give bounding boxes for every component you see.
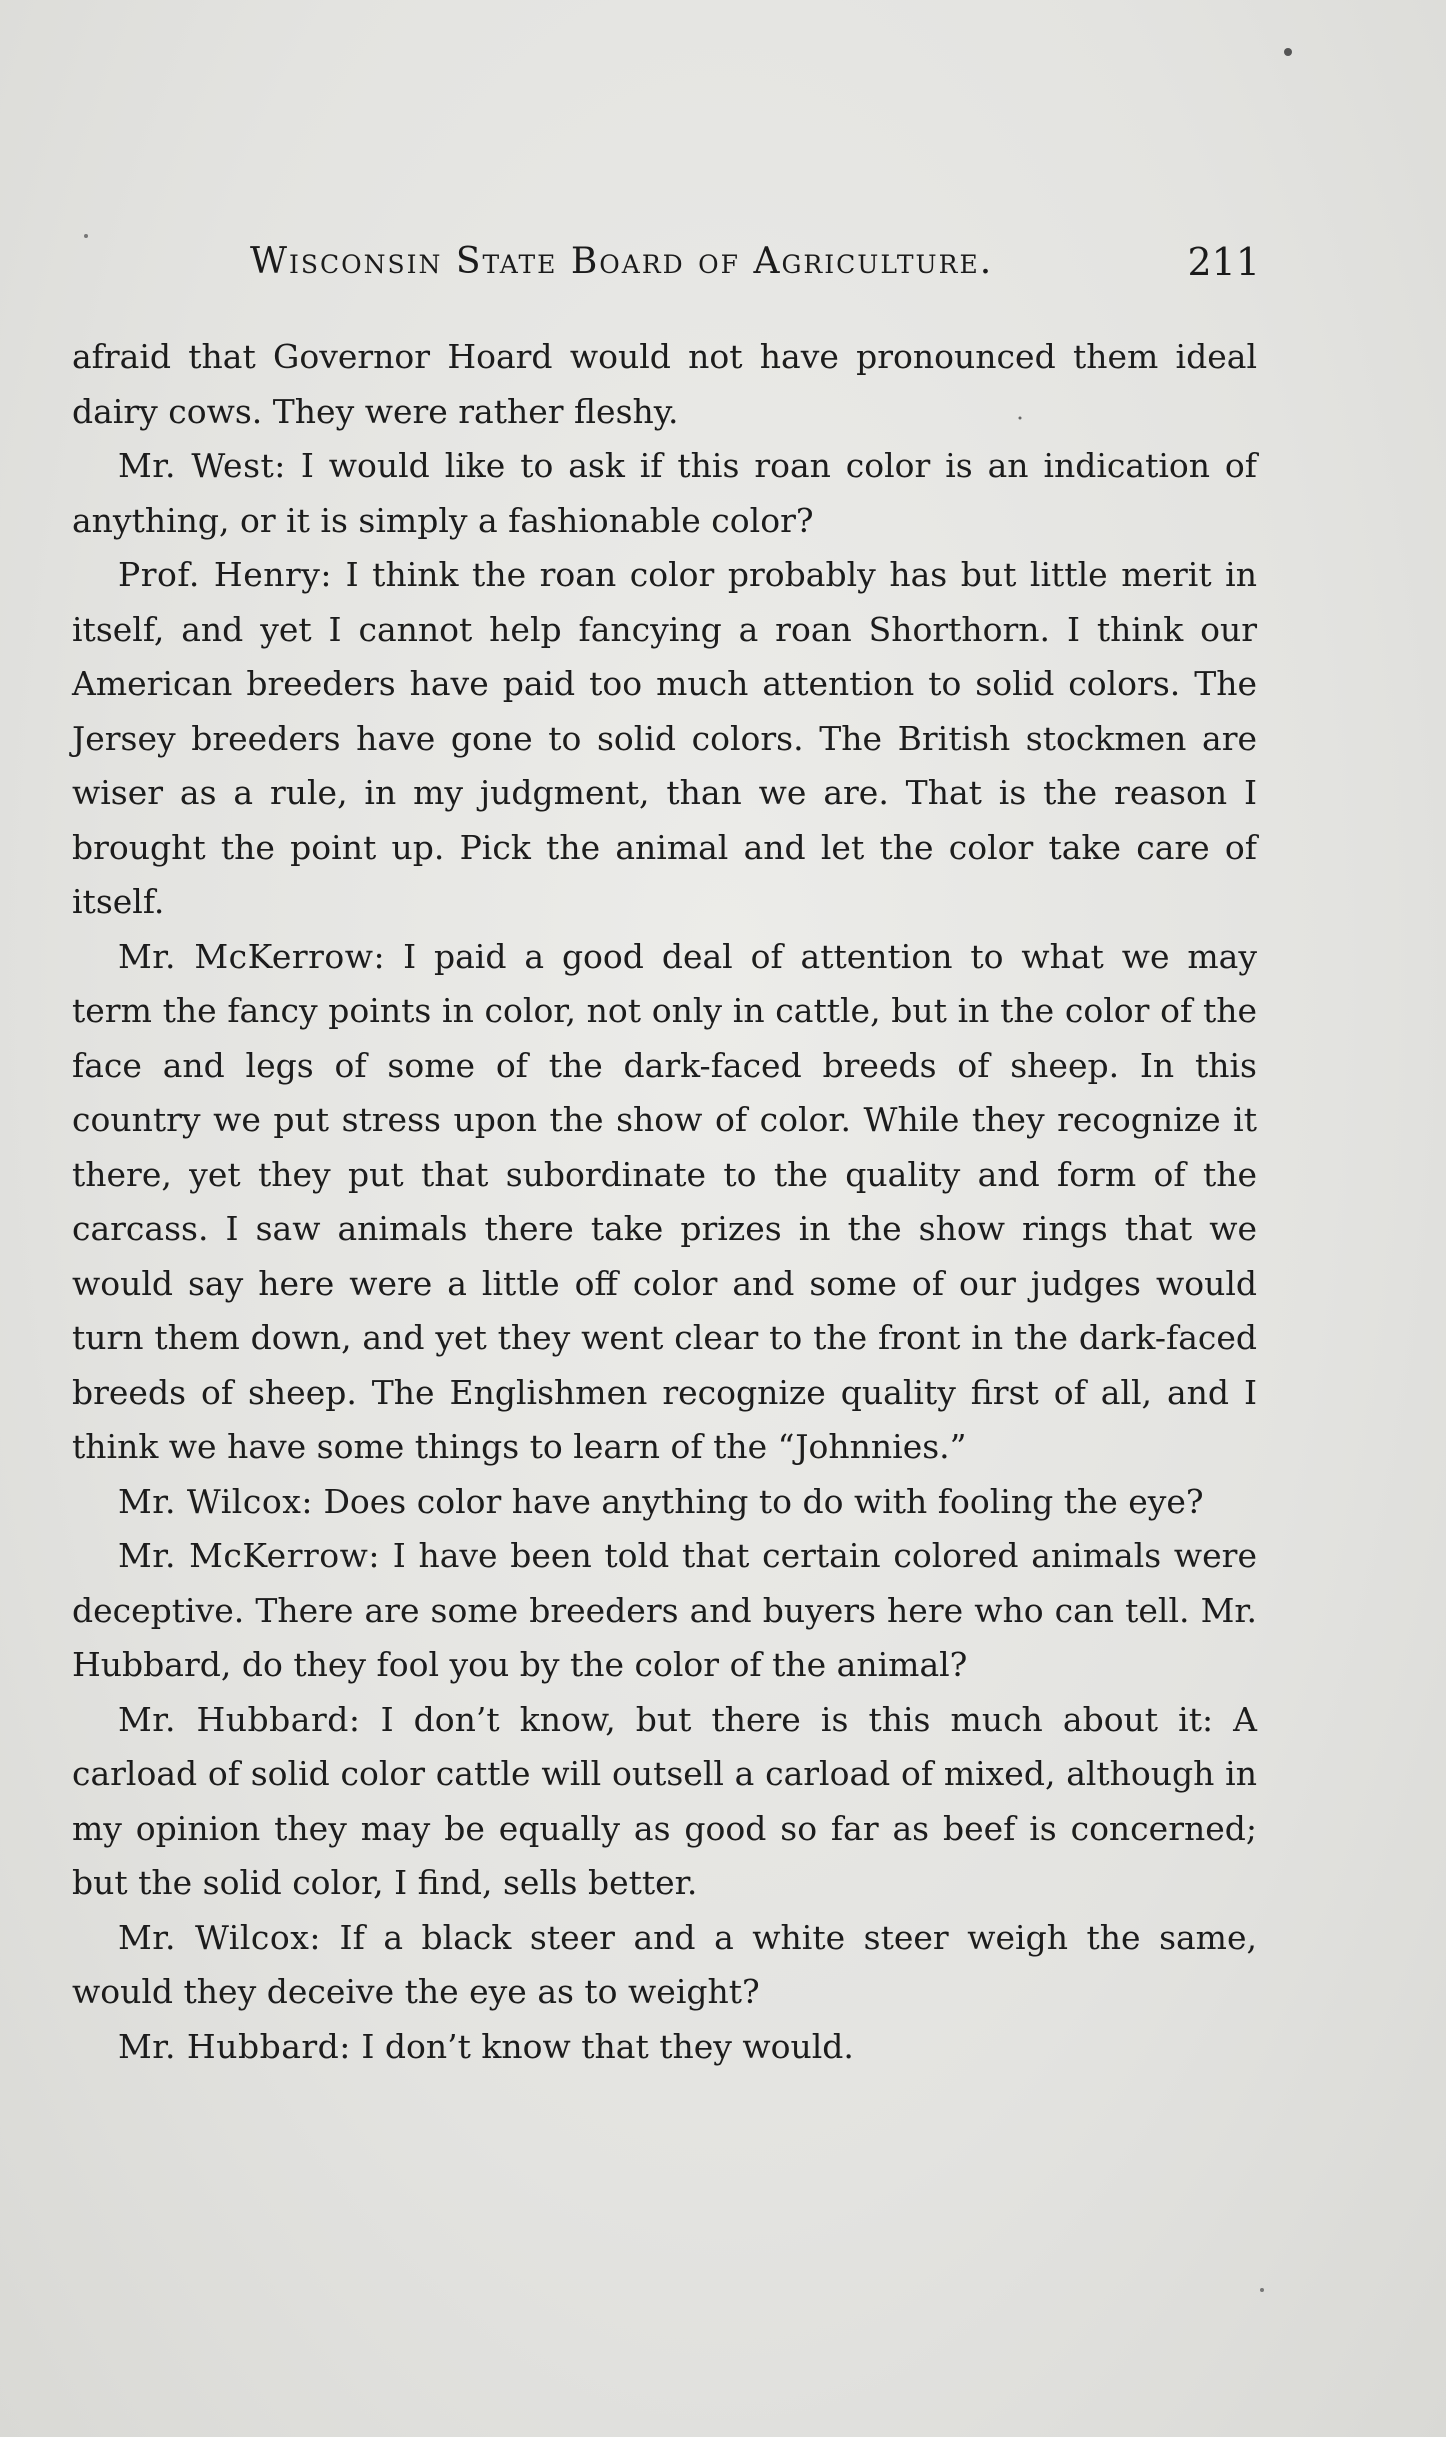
paragraph-text: If a black steer and a white steer weigh the same, would they deceive the eye as to weight?: [72, 1917, 1257, 2011]
paragraph: [72, 2020, 1257, 2075]
paragraph: [72, 548, 1257, 930]
paragraph-text: I have been told that certain colored animals were deceptive. There are some breeders and buyers here who can tell. Mr. Hubbard, do they fool you by the color of the animal?: [72, 1536, 1257, 1684]
speaker-label: Mr. Wilcox:: [118, 1917, 321, 1957]
page-header: [250, 232, 1260, 292]
paragraph-text: I would like to ask if this roan color is an indication of anything, or it is simply a fashionable color?: [72, 446, 1257, 540]
paragraph-text: I don’t know, but there is this much about it: A carload of solid color cattle will outsell a carload of mixed, although in my opinion they may be equally as good so far as beef is concerned; but the solid color, I find, sells better.: [72, 1699, 1257, 1902]
paragraph: [72, 1693, 1257, 1911]
speaker-label: Mr. West:: [118, 446, 286, 485]
paragraph-text: I don’t know that they would.: [361, 2026, 854, 2066]
speaker-label: Mr. Hubbard:: [118, 2026, 351, 2066]
paragraph: [72, 1911, 1257, 2020]
paragraph-text: I paid a good deal of attention to what we may term the fancy points in color, not only in cattle, but in the color of the face and legs of some of the dark-faced breeds of sheep. In this country we put stress upon the show of color. While they recognize it there, yet they put that subordinate to the quality and form of the carcass. I saw animals there take prizes in the show rings that we would say here were a little off color and some of our judges would turn them down, and yet they went clear to the front in the dark-faced breeds of sheep. The Englishmen recognize quality first of all, and I think we have some things to learn of the “Johnnies.”: [72, 936, 1257, 1466]
paragraph-text: I think the roan color probably has but little merit in itself, and yet I cannot help fancying a roan Shorthorn. I think our American breeders have paid too much attention to solid colors. The Jersey breeders have gone to solid colors. The British stockmen are wiser as a rule, in my judgment, than we are. That is the reason I brought the point up. Pick the animal and let the color take care of itself.: [72, 555, 1257, 921]
speaker-label: Prof. Henry:: [118, 555, 333, 594]
body-text: [72, 330, 1257, 2074]
paragraph-text: Does color have anything to do with fooling the eye?: [323, 1481, 1204, 1521]
speaker-label: Mr. Wilcox:: [118, 1481, 313, 1521]
paragraph: [72, 1475, 1257, 1530]
paragraph-text: afraid that Governor Hoard would not have pronounced them ideal dairy cows. They were rather fleshy.: [72, 337, 1257, 431]
running-title: Wisconsin State Board of Agriculture.: [250, 241, 994, 282]
paragraph: [72, 330, 1257, 439]
paragraph: [72, 930, 1257, 1475]
speaker-label: Mr. Hubbard:: [118, 1699, 361, 1739]
speaker-label: Mr. McKerrow:: [118, 1536, 380, 1575]
page-number: 211: [1187, 240, 1260, 284]
paragraph: [72, 1529, 1257, 1693]
paragraph: [72, 439, 1257, 548]
speaker-label: Mr. McKerrow:: [118, 936, 386, 976]
